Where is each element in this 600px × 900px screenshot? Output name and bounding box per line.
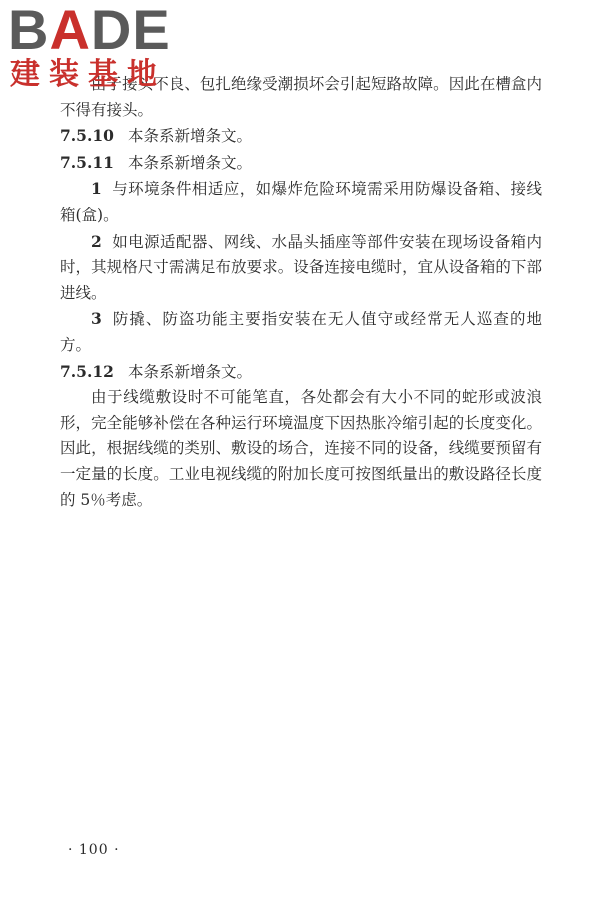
clause-7-5-12	[60, 359, 542, 386]
logo-letter-a: A	[49, 0, 91, 61]
clause-7-5-11	[60, 150, 542, 177]
intro-paragraph: 由于接头不良、包扎绝缘受潮损坏会引起短路故障。因此在槽盒内不得有接头。	[60, 75, 542, 119]
page-number: · 100 ·	[68, 842, 120, 858]
body-text	[60, 72, 542, 513]
logo-letter-b: B	[8, 0, 50, 61]
clause-number: 7.5.10	[60, 126, 114, 146]
item-number: 3	[91, 309, 102, 329]
item-text: 防撬、防盗功能主要指安装在无人值守或经常无人巡查的地方。	[60, 310, 542, 354]
logo-wordmark	[8, 0, 171, 61]
closing-paragraph: 由于线缆敷设时不可能笔直，各处都会有大小不同的蛇形或波浪形，完全能够补偿在各种运行环境温度下因热胀冷缩引起的长度变化。因此，根据线缆的类别、敷设的场合，连接不同的设备，线缆要预留有一定量的长度。工业电视线缆的附加长度可按图纸量出的敷设路径长度的 5％考虑。	[60, 388, 542, 509]
list-item	[60, 176, 542, 228]
watermark-logo	[8, 2, 183, 94]
item-number: 1	[91, 179, 102, 199]
logo-subtitle: 建装基地	[10, 57, 166, 92]
item-text: 与环境条件相适应，如爆炸危险环境需采用防爆设备箱、接线箱(盒)。	[60, 180, 542, 224]
item-number: 2	[91, 231, 102, 251]
clause-number: 7.5.12	[60, 361, 114, 381]
logo-letters-de: DE	[90, 0, 171, 61]
list-item	[60, 306, 542, 358]
clause-text: 本条系新增条文。	[127, 153, 252, 172]
clause-7-5-10	[60, 123, 542, 150]
clause-text: 本条系新增条文。	[127, 127, 252, 146]
item-text: 如电源适配器、网线、水晶头插座等部件安装在现场设备箱内时，其规格尺寸需满足布放要求。设备连接电缆时，宜从设备箱的下部进线。	[60, 232, 542, 302]
list-item	[60, 229, 542, 307]
clause-number: 7.5.11	[60, 152, 114, 172]
clause-text: 本条系新增条文。	[127, 362, 252, 381]
